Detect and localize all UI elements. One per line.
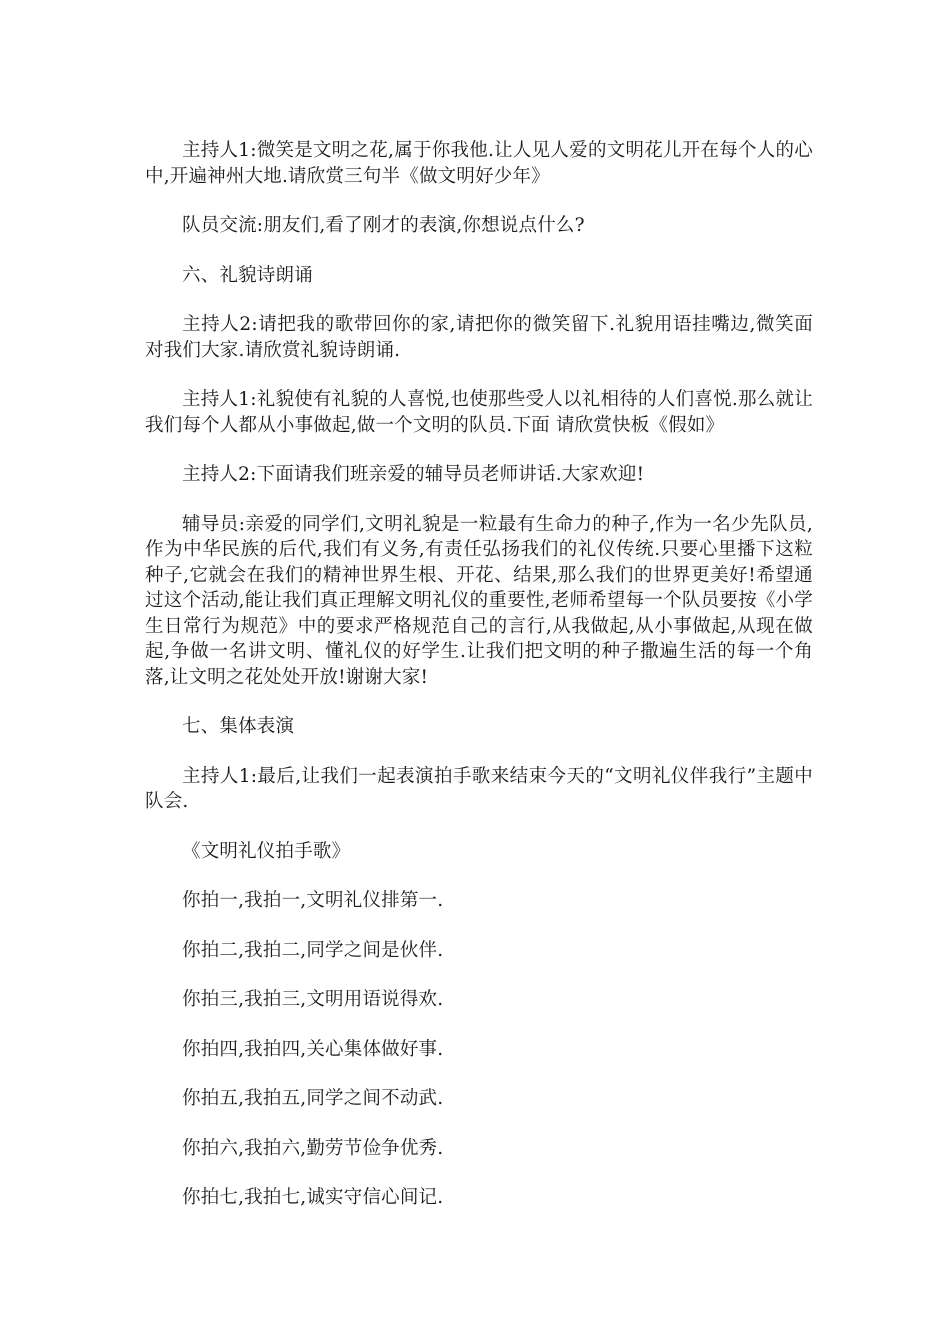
document-body bbox=[145, 138, 813, 1235]
section-heading-six: 六、礼貌诗朗诵 bbox=[182, 264, 313, 286]
song-verse: 你拍一,我拍一,文明礼仪排第一. bbox=[182, 890, 444, 911]
song-verse: 你拍七,我拍七,诚实守信心间记. bbox=[182, 1187, 444, 1208]
song-verse: 你拍二,我拍二,同学之间是伙伴. bbox=[182, 939, 444, 961]
song-verse: 你拍三,我拍三,文明用语说得欢. bbox=[182, 989, 444, 1010]
paragraph-host1-finale: 主持人1:最后,让我们一起表演拍手歌来结束今天的“文明礼仪伴我行”主题中队会. bbox=[145, 765, 813, 812]
paragraph-member-exchange: 队员交流:朋友们,看了刚才的表演,你想说点什么? bbox=[182, 215, 585, 236]
paragraph-host1-smile: 主持人1:微笑是文明之花,属于你我他.让人见人爱的文明花儿开在每个人的心中,开遍神州大地.请欣赏三句半《做文明好少年》 bbox=[145, 140, 813, 187]
paragraph-host2-counselor: 主持人2:下面请我们班亲爱的辅导员老师讲话.大家欢迎! bbox=[182, 464, 645, 485]
paragraph-host1-courtesy: 主持人1:礼貌使有礼貌的人喜悦,也使那些受人以礼相待的人们喜悦.那么就让我们每个人都从小事做起,做一个文明的队员.下面 请欣赏快板《假如》 bbox=[145, 389, 813, 436]
paragraph-counselor-speech: 辅导员:亲爱的同学们,文明礼貌是一粒最有生命力的种子,作为一名少先队员,作为中华民族的后代,我们有义务,有责任弘扬我们的礼仪传统.只要心里播下这粒种子,它就会在我们的精神世界生根、开花、结果,那么我们的世界更美好!希望通过这个活动,能让我们真正理解文明礼仪的重要性,老师希望每一个队员要按《小学生日常行为规范》中的要求严格规范自己的言行,从我做起,从小事做起,从现在做起,争做一名讲文明、懂礼仪的好学生.让我们把文明的种子撒遍生活的每一个角落,让文明之花处处开放!谢谢大家! bbox=[145, 513, 813, 688]
song-verse: 你拍五,我拍五,同学之间不动武. bbox=[182, 1088, 444, 1109]
paragraph-host2-song: 主持人2:请把我的歌带回你的家,请把你的微笑留下.礼貌用语挂嘴边,微笑面对我们大家.请欣赏礼貌诗朗诵. bbox=[145, 314, 813, 361]
song-title: 《文明礼仪拍手歌》 bbox=[182, 840, 351, 862]
song-verse: 你拍四,我拍四,关心集体做好事. bbox=[182, 1038, 444, 1060]
section-heading-seven: 七、集体表演 bbox=[182, 716, 295, 737]
song-verse: 你拍六,我拍六,勤劳节俭争优秀. bbox=[182, 1137, 444, 1159]
